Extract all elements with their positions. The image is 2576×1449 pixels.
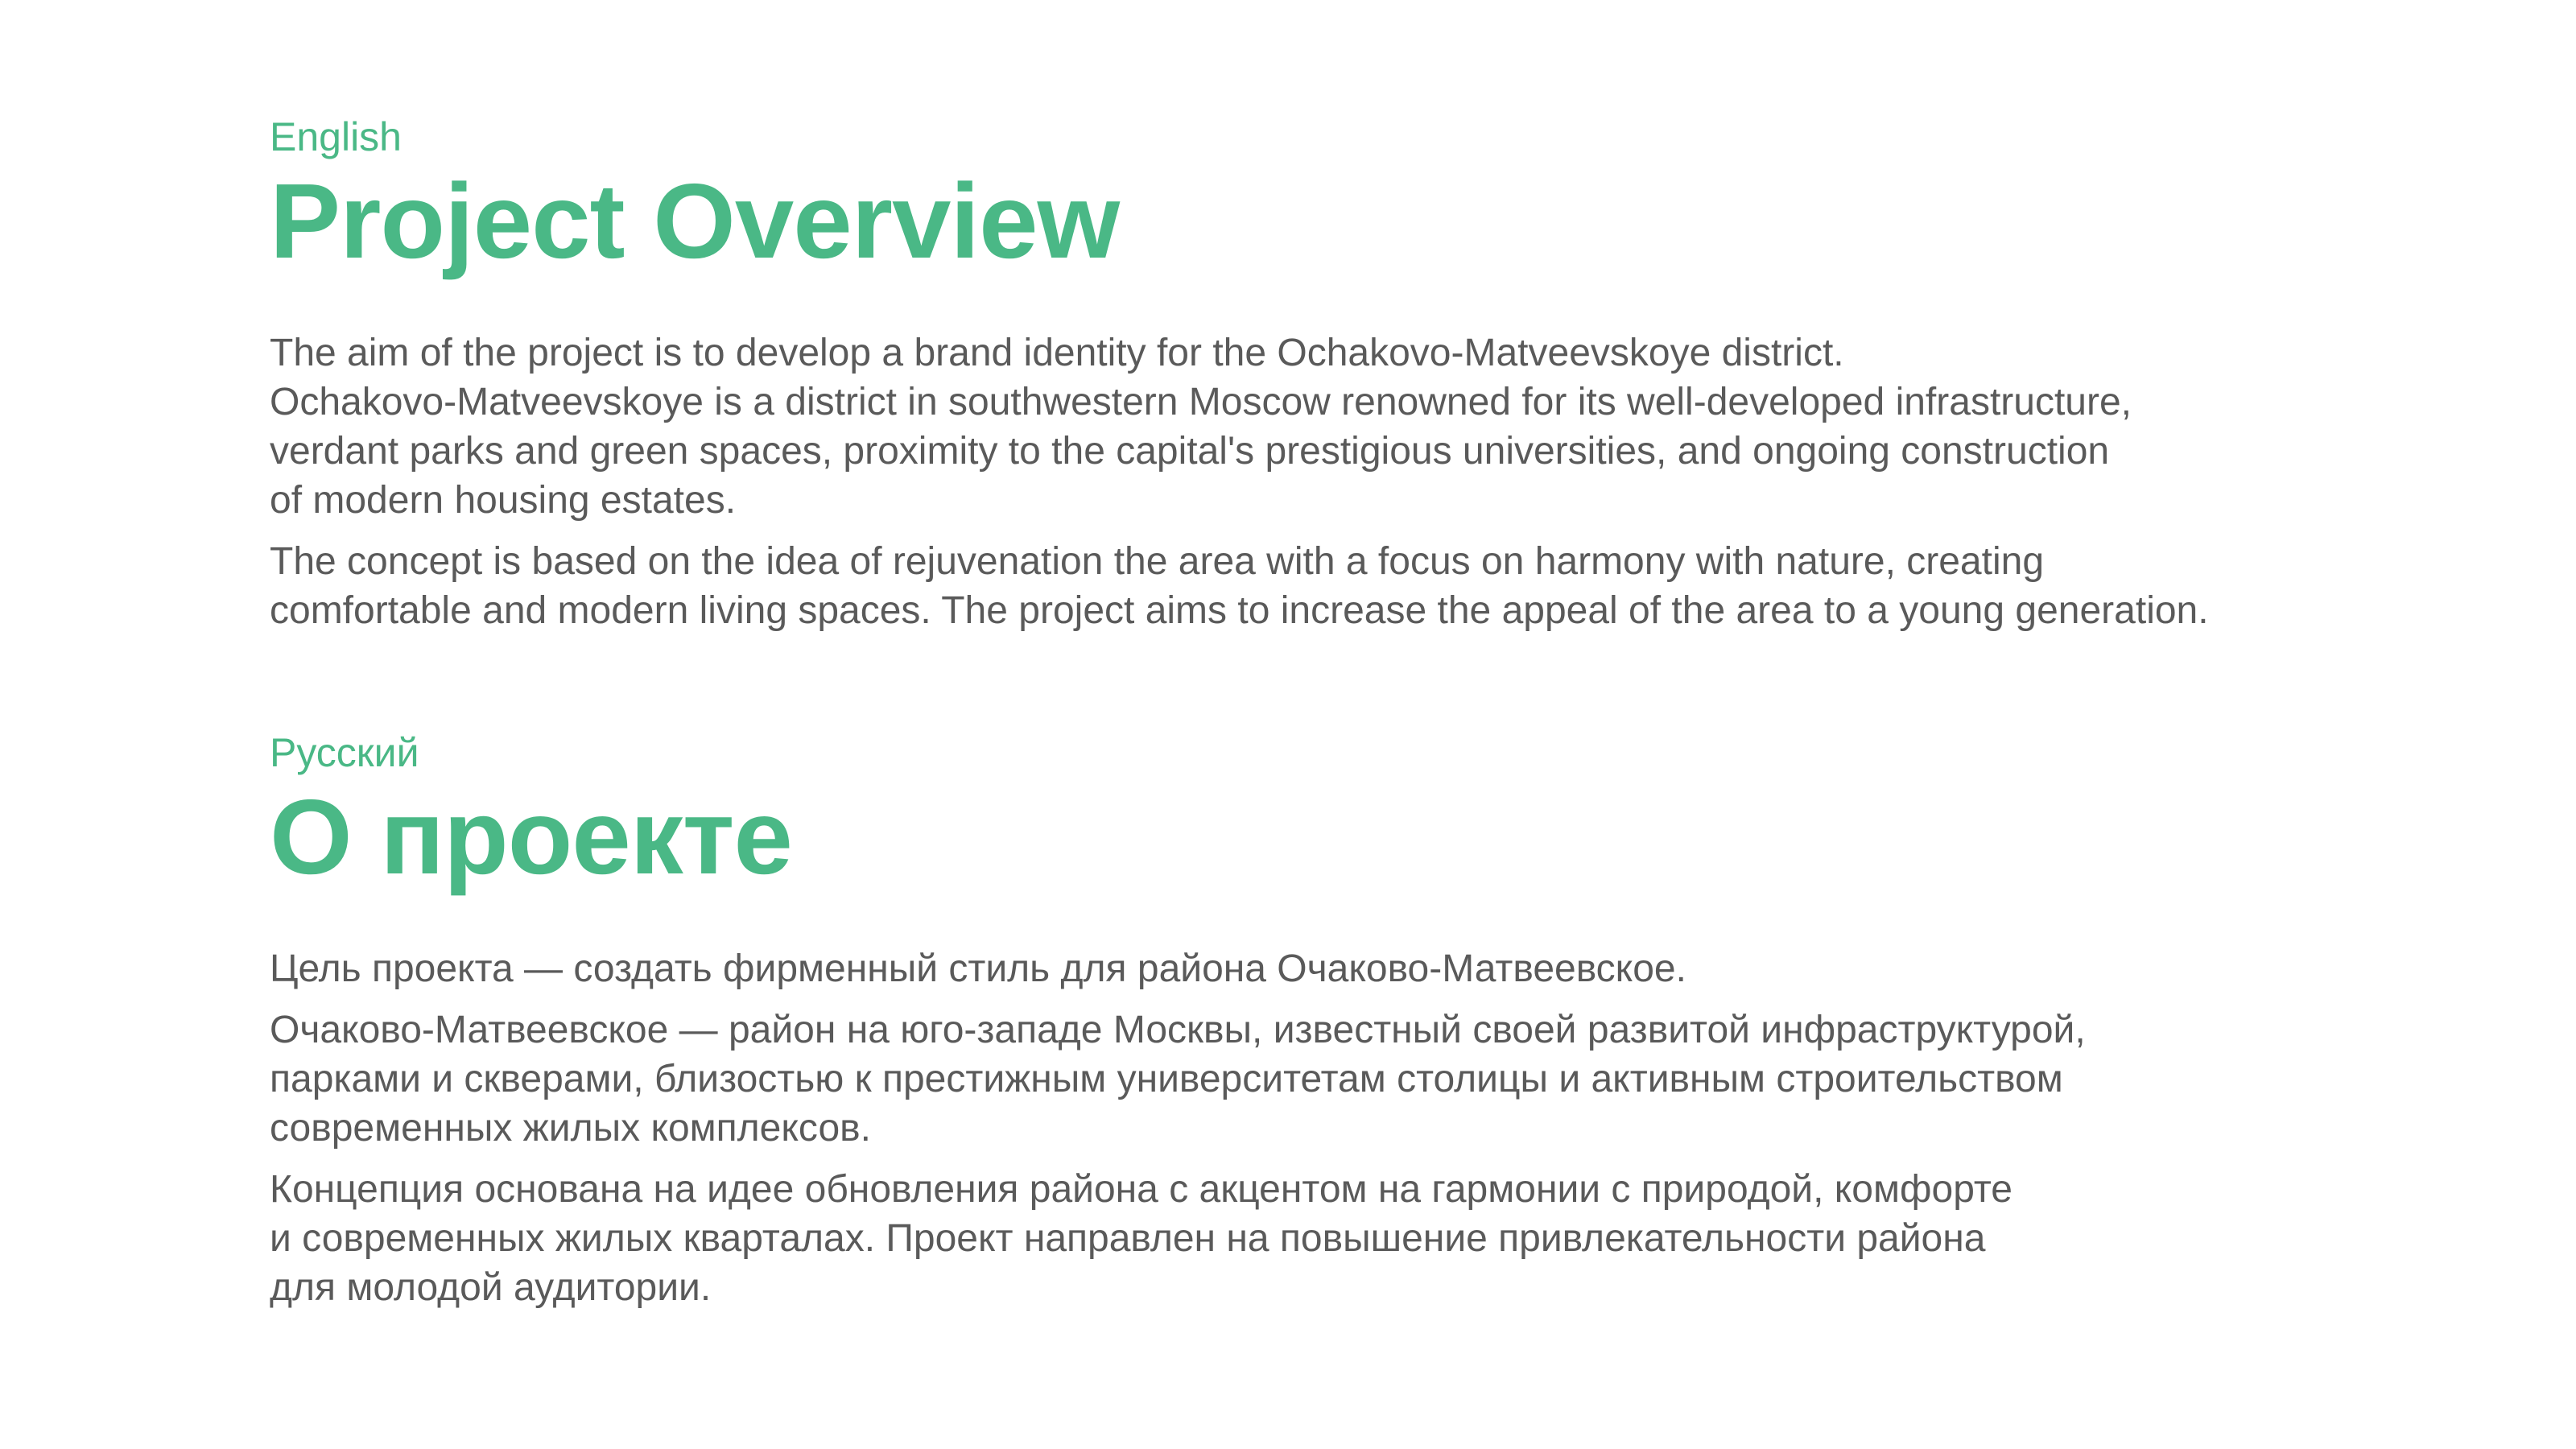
russian-section	[270, 729, 2379, 1324]
page-title: Project Overview	[270, 162, 1120, 280]
paragraph: The aim of the project is to develop a brand identity for the Ochakovo-Matveevskoye district. Ochakovo-Matveevskoye is a district in southwestern Moscow renowned for its well-developed infrastructure, verdant parks and green spaces, proximity to the capital's prestigious universities, and ongoing construction of modern housing estates.	[270, 332, 2132, 522]
english-section	[270, 113, 2379, 647]
body-text	[270, 944, 2379, 1312]
page-title: О проекте	[270, 778, 792, 896]
language-label: English	[270, 114, 402, 159]
paragraph: Очаково-Матвеевское — район на юго-западе Москвы, известный своей развитой инфраструктурой, парками и скверами, близостью к престижным университетам столицы и активным строительством современных жилых комплексов.	[270, 1009, 2086, 1150]
language-label: Русский	[270, 730, 419, 775]
paragraph: The concept is based on the idea of rejuvenation the area with a focus on harmony with nature, creating comfortable and modern living spaces. The project aims to increase the appeal of the area to a young generation.	[270, 540, 2209, 632]
paragraph: Цель проекта — создать фирменный стиль для района Очаково-Матвеевское.	[270, 947, 1686, 990]
paragraph: Концепция основана на идее обновления района с акцентом на гармонии с природой, комфорте и современных жилых кварталах. Проект направлен на повышение привлекательности района для молодой аудитории.	[270, 1168, 2013, 1309]
body-text	[270, 328, 2379, 635]
